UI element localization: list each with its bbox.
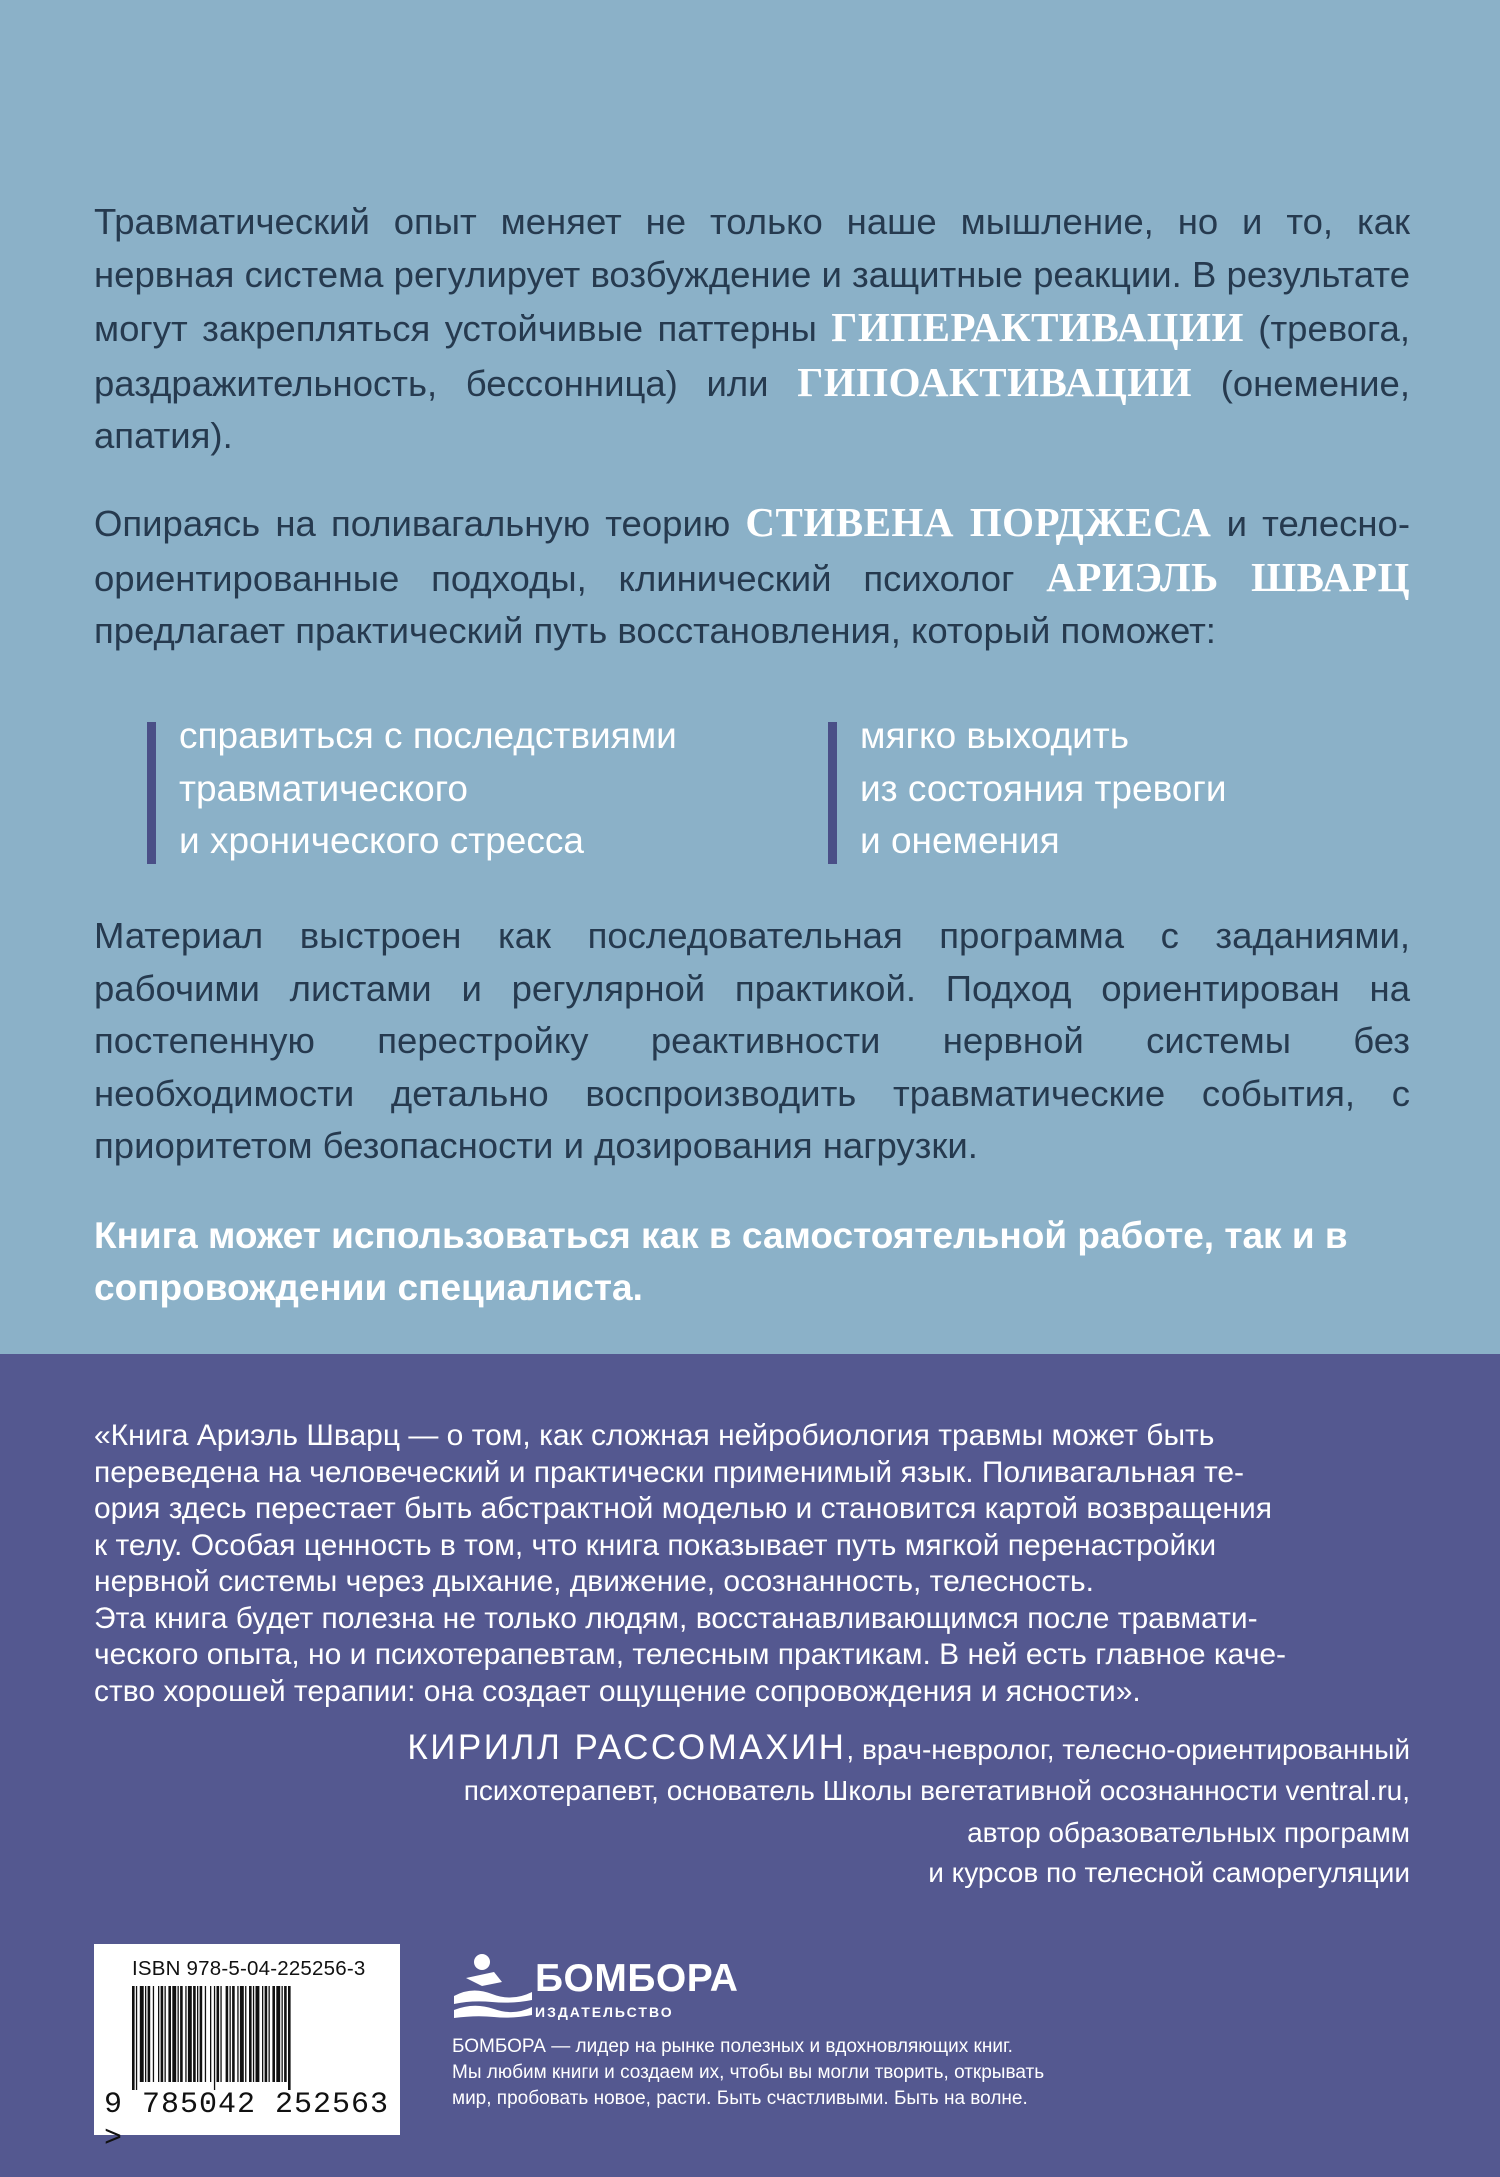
attribution-line: психотерапевт, основатель Школы вегетативной осознанности ventral.ru, [463, 1775, 1410, 1806]
publisher-brand: БОМБОРА [535, 1957, 739, 2000]
quote-line: ческого опыта, но и психотерапевтам, телесным практикам. В ней есть главное каче- [94, 1638, 1287, 1671]
bullet-text [179, 710, 739, 868]
publisher-line: мир, пробовать новое, расти. Быть счастливыми. Быть на волне. [452, 2088, 1028, 2109]
endorsement-quote [94, 1418, 1410, 1710]
publisher-line: Мы любим книги и создаем их, чтобы вы могли творить, открывать [452, 2062, 1045, 2083]
barcode-bar [158, 1986, 159, 2082]
barcode-bar [256, 1986, 260, 2082]
bullet-stress [147, 710, 767, 861]
intro-highlight-hypoactivation: ГИПОАКТИВАЦИИ [797, 358, 1193, 405]
usage-note: Книга может использоваться как в самостоятельной работе, так и в сопровождении специалиста. [94, 1215, 1348, 1308]
publisher-line: БОМБОРА — лидер на рынке полезных и вдохновляющих книг. [452, 2036, 1013, 2057]
barcode-bar [197, 1986, 198, 2082]
intro-text-2: (тревога, раздражительность, бессонница) или [94, 308, 1410, 404]
quote-line: к телу. Особая ценность в том, что книга показывает путь мягкой перенастройки [94, 1528, 1217, 1562]
barcode-bar [140, 1986, 144, 2082]
barcode-bar [237, 1986, 238, 2082]
barcode-bar [284, 1986, 287, 2082]
barcode-bar [185, 1986, 186, 2082]
bullet-line: мягко выходить [860, 715, 1130, 756]
bullet-line: и хронического стресса [179, 820, 584, 861]
quote-line: переведена на человеческий и практически применимый язык. Поливагальная те- [94, 1455, 1245, 1489]
approach-highlight-schwartz: АРИЭЛЬ ШВАРЦ [1046, 553, 1410, 600]
approach-highlight-porges: СТИВЕНА ПОРДЖЕСА [745, 499, 1212, 545]
author-role: , врач-невролог, телесно-ориентированный [846, 1734, 1410, 1765]
barcode-bar [180, 1986, 183, 2082]
barcode-bar [188, 1986, 192, 2082]
quote-line: «Книга Ариэль Шварц — о том, как сложная нейробиология травмы может быть [94, 1419, 1215, 1452]
isbn-barcode-box [94, 1944, 400, 2156]
barcode-bar [226, 1986, 229, 2082]
barcode-bar [282, 1986, 283, 2082]
attribution-line: и курсов по телесной саморегуляции [928, 1857, 1410, 1888]
barcode-bar [253, 1986, 254, 2082]
quote-line: ство хорошей терапии: она создает ощущение сопровождения и ясности». [94, 1674, 1141, 1708]
isbn-label: ISBN 978-5-04-225256-3 [132, 1957, 366, 1980]
material-paragraph: Материал выстроен как последовательная программа с заданиями, рабочими листами и регулярной практикой. Подход ориентирован на постепенную перестройку реактивности нервной системы без необходимости детально воспроизводить травматические события, с приоритетом безопасности и дозирования нагрузки. [94, 915, 1410, 1166]
quote-line: нервной системы через дыхание, движение, осознанность, телесность. [94, 1565, 1094, 1598]
barcode-bar [272, 1986, 275, 2082]
bullet-text [860, 710, 1420, 868]
barcode-icon [132, 1986, 372, 2090]
attribution-name-line [310, 1728, 1410, 1770]
barcode-bar [148, 1986, 151, 2082]
intro-text-1: Травматический опыт меняет не только наше мышление, но и то, как нервная система регулирует возбуждение и защитные реакции. В результате могут закрепляться устойчивые паттерны [94, 201, 1410, 349]
barcode-bar [249, 1986, 252, 2082]
quote-line: ория здесь перестает быть абстрактной моделью и становится картой возвращения [94, 1492, 1272, 1525]
bullet-bar [147, 722, 156, 864]
barcode-bar [153, 1986, 154, 2082]
barcode-bar [145, 1986, 146, 2082]
approach-text-1: Опираясь на поливагальную теорию [94, 503, 746, 544]
barcode-bar [193, 1986, 196, 2082]
barcode-bar [210, 1986, 211, 2082]
barcode-bar [269, 1986, 270, 2082]
bullet-line: справиться с последствиями [179, 715, 677, 756]
bombora-logo-icon [452, 1952, 542, 2022]
barcode-bar [161, 1986, 164, 2082]
barcode-bar [232, 1986, 235, 2082]
intro-text-3: (онемение, апатия). [94, 362, 1410, 456]
barcode-bar [288, 1986, 291, 2090]
barcode-bar [230, 1986, 231, 2082]
attribution-line: автор образовательных программ [967, 1817, 1410, 1848]
barcode-bar [240, 1986, 244, 2082]
quote-line: Эта книга будет полезна не только людям, восстанавливающимся после травмати- [94, 1601, 1258, 1635]
approach-text-2: и телесно-ориентированные подходы, клинический психолог [94, 503, 1410, 599]
barcode-bar [245, 1986, 246, 2082]
barcode-bar [217, 1986, 220, 2082]
barcode-bar [214, 1986, 215, 2090]
bullet-line: и онемения [860, 820, 1060, 861]
barcode-bar [132, 1986, 135, 2090]
bullet-line: травматического [179, 767, 468, 809]
publisher-description [452, 2034, 1102, 2112]
barcode-bar [178, 1986, 179, 2082]
intro-paragraph [94, 196, 1410, 463]
approach-text-3: предлагает практический путь восстановления, который поможет: [94, 610, 1216, 651]
barcode-bar [205, 1986, 206, 2082]
barcode-bar [262, 1986, 263, 2082]
barcode-bar [172, 1986, 176, 2082]
barcode-bar [165, 1986, 166, 2082]
bullet-bar [828, 722, 837, 864]
barcode-bar [168, 1986, 171, 2082]
bullet-anxiety [828, 710, 1388, 861]
isbn-digits: 9 785042 252563 > [104, 2088, 390, 2156]
barcode-bar [200, 1986, 203, 2082]
bullet-line: из состояния тревоги [860, 767, 1227, 809]
publisher-brand-sub: ИЗДАТЕЛЬСТВО [535, 2004, 674, 2020]
barcode-bar [136, 1986, 137, 2090]
author-name: КИРИЛЛ РАССОМАХИН [407, 1728, 847, 1767]
intro-highlight-hyperactivation: ГИПЕРАКТИВАЦИИ [831, 304, 1244, 350]
barcode-bar [265, 1986, 268, 2082]
barcode-bar [220, 1986, 221, 2082]
barcode-bar [276, 1986, 280, 2082]
approach-paragraph [94, 496, 1410, 658]
